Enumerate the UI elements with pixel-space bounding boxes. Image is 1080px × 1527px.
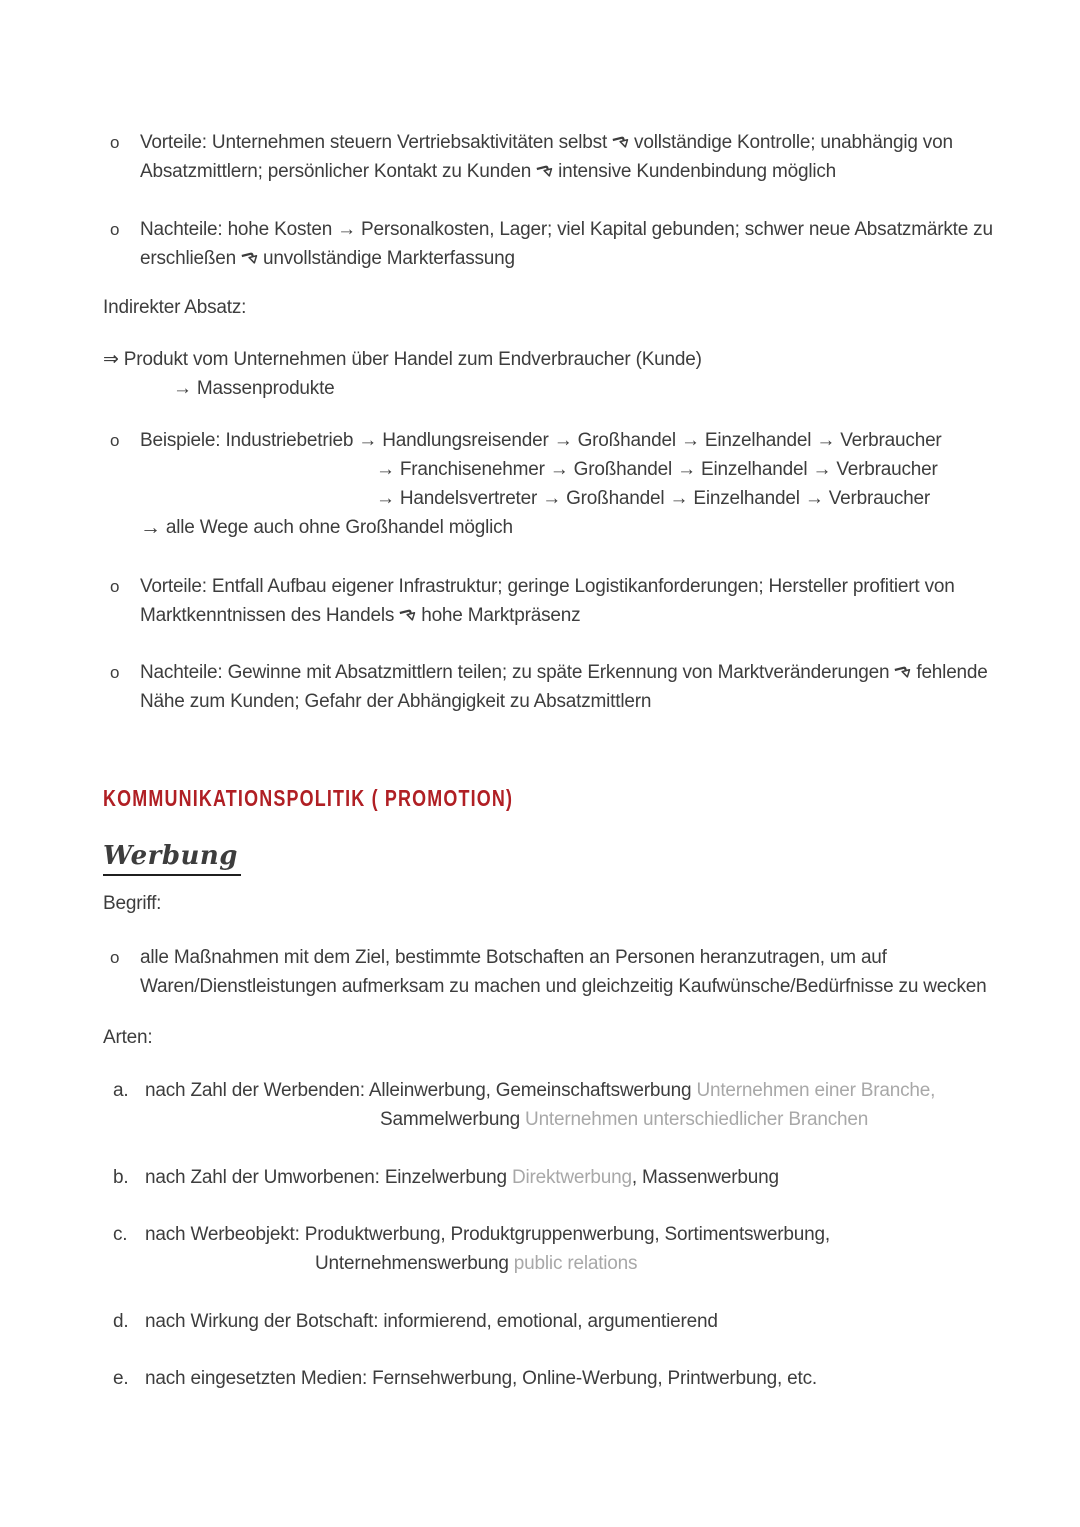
text-line <box>0 1220 1080 1249</box>
text-segment: Marktkenntnissen des Handels <box>140 605 395 626</box>
text-segment: Vorteile: Entfall Aufbau eigener Infrastruktur; geringe Logistikanforderungen; Hersteller profitiert von <box>140 576 955 597</box>
list-marker: a. <box>113 1080 129 1101</box>
text-line <box>0 572 1080 601</box>
bullet-item <box>0 943 1080 1001</box>
text-paragraph <box>0 1023 1080 1052</box>
arrow-icon: → <box>140 516 161 539</box>
bullet-marker: o <box>110 663 120 682</box>
text-segment: erschließen <box>140 248 237 269</box>
text-segment: Beispiele: Industriebetrieb → Handlungsreisender → Großhandel → Einzelhandel → Verbraucher <box>140 430 942 451</box>
text-segment: Indirekter Absatz: <box>103 297 247 318</box>
text-segment: nach Werbeobjekt: Produktwerbung, Produktgruppenwerbung, Sortimentswerbung, <box>145 1224 830 1245</box>
section-heading <box>0 782 1080 814</box>
text-segment: nach Zahl der Werbenden: Alleinwerbung, Gemeinschaftswerbung <box>145 1080 697 1101</box>
text-line <box>0 1105 1080 1134</box>
list-marker: e. <box>113 1368 129 1389</box>
bullet-marker: o <box>110 431 120 450</box>
bullet-item <box>0 426 1080 542</box>
text-line <box>0 455 1080 484</box>
list-marker: d. <box>113 1311 129 1332</box>
lettered-item <box>0 1364 1080 1393</box>
text-segment: , Massenwerbung <box>631 1167 779 1188</box>
text-segment: Unternehmenswerbung <box>315 1253 514 1274</box>
text-segment: Arten: <box>103 1027 153 1048</box>
text-line <box>0 1163 1080 1192</box>
bullet-marker: o <box>110 133 120 152</box>
text-paragraph <box>0 889 1080 918</box>
text-segment: Sammelwerbung <box>380 1109 526 1130</box>
text-segment: → Franchisenehmer → Großhandel → Einzelhandel → Verbraucher <box>376 459 938 480</box>
squiggle-arrow-icon <box>534 160 555 181</box>
text-line <box>0 1307 1080 1336</box>
text-line <box>0 972 1080 1001</box>
text-line <box>0 426 1080 455</box>
text-line <box>0 1076 1080 1105</box>
bullet-item <box>0 128 1080 186</box>
text-line <box>0 1023 1080 1052</box>
text-segment: alle Wege auch ohne Großhandel möglich <box>160 517 513 538</box>
bullet-item <box>0 658 1080 716</box>
annotation-text: Unternehmen einer Branche, <box>696 1080 936 1101</box>
text-line <box>0 345 1080 374</box>
lettered-item <box>0 1163 1080 1192</box>
text-paragraph <box>0 345 1080 403</box>
subsection-heading <box>0 839 1080 873</box>
text-line <box>0 157 1080 186</box>
text-line <box>0 889 1080 918</box>
text-paragraph <box>0 293 1080 322</box>
text-segment: → Massenprodukte <box>173 378 335 399</box>
lettered-item <box>0 1220 1080 1278</box>
text-segment: Absatzmittlern; persönlicher Kontakt zu Kunden <box>140 161 532 182</box>
text-segment: Nachteile: Gewinne mit Absatzmittlern teilen; zu späte Erkennung von Marktveränderungen <box>140 662 890 683</box>
text-segment: nach eingesetzten Medien: Fernsehwerbung, Online-Werbung, Printwerbung, etc. <box>145 1368 818 1389</box>
bullet-marker: o <box>110 948 120 967</box>
text-line <box>0 215 1080 244</box>
text-line <box>0 1364 1080 1393</box>
squiggle-arrow-icon <box>610 131 631 152</box>
text-segment: Vorteile: Unternehmen steuern Vertriebsaktivitäten selbst <box>140 132 608 153</box>
bullet-item <box>0 215 1080 273</box>
list-marker: c. <box>113 1224 128 1245</box>
text-line <box>0 658 1080 687</box>
text-segment: intensive Kundenbindung möglich <box>558 161 837 182</box>
annotation-text: Direktwerbung <box>511 1167 632 1188</box>
squiggle-arrow-icon <box>893 661 914 682</box>
text-segment: nach Zahl der Umworbenen: Einzelwerbung <box>145 1167 512 1188</box>
text-line <box>0 513 1080 542</box>
squiggle-arrow-icon <box>239 247 260 268</box>
text-line <box>0 601 1080 630</box>
text-line <box>0 128 1080 157</box>
text-segment: Nachteile: hohe Kosten → Personalkosten, Lager; viel Kapital gebunden; schwer neue Absatzmärkte zu <box>140 219 993 240</box>
text-line <box>0 839 1080 873</box>
bullet-marker: o <box>110 220 120 239</box>
squiggle-arrow-icon <box>397 604 418 625</box>
text-line <box>0 374 1080 403</box>
text-line <box>0 943 1080 972</box>
list-marker: b. <box>113 1167 129 1188</box>
text-segment: Waren/Dienstleistungen aufmerksam zu machen und gleichzeitig Kaufwünsche/Bedürfnisse zu wecken <box>140 976 987 997</box>
text-segment: unvollständige Markterfassung <box>263 248 515 269</box>
text-line <box>0 1249 1080 1278</box>
text-segment: Begriff: <box>103 893 162 914</box>
text-segment: vollständige Kontrolle; unabhängig von <box>634 132 953 153</box>
text-segment: ⇒ Produkt vom Unternehmen über Handel zum Endverbraucher (Kunde) <box>103 349 702 370</box>
lettered-item <box>0 1307 1080 1336</box>
text-segment: hohe Marktpräsenz <box>421 605 581 626</box>
text-line <box>0 687 1080 716</box>
annotation-text: Unternehmen unterschiedlicher Branchen <box>525 1109 869 1130</box>
annotation-text: public relations <box>513 1253 638 1274</box>
text-segment: nach Wirkung der Botschaft: informierend, emotional, argumentierend <box>145 1311 718 1332</box>
section-heading-text: KOMMUNIKATIONSPOLITIK ( PROMOTION) <box>103 785 514 811</box>
text-segment: fehlende <box>916 662 988 683</box>
text-segment: alle Maßnahmen mit dem Ziel, bestimmte Botschaften an Personen heranzutragen, um auf <box>140 947 887 968</box>
text-line <box>0 484 1080 513</box>
bullet-marker: o <box>110 577 120 596</box>
text-line <box>0 244 1080 273</box>
text-line <box>0 782 1080 814</box>
subsection-heading-text: Werbung <box>103 839 241 876</box>
bullet-item <box>0 572 1080 630</box>
lettered-item <box>0 1076 1080 1134</box>
text-line <box>0 293 1080 322</box>
text-segment: → Handelsvertreter → Großhandel → Einzelhandel → Verbraucher <box>376 488 931 509</box>
text-segment: Nähe zum Kunden; Gefahr der Abhängigkeit zu Absatzmittlern <box>140 691 652 712</box>
